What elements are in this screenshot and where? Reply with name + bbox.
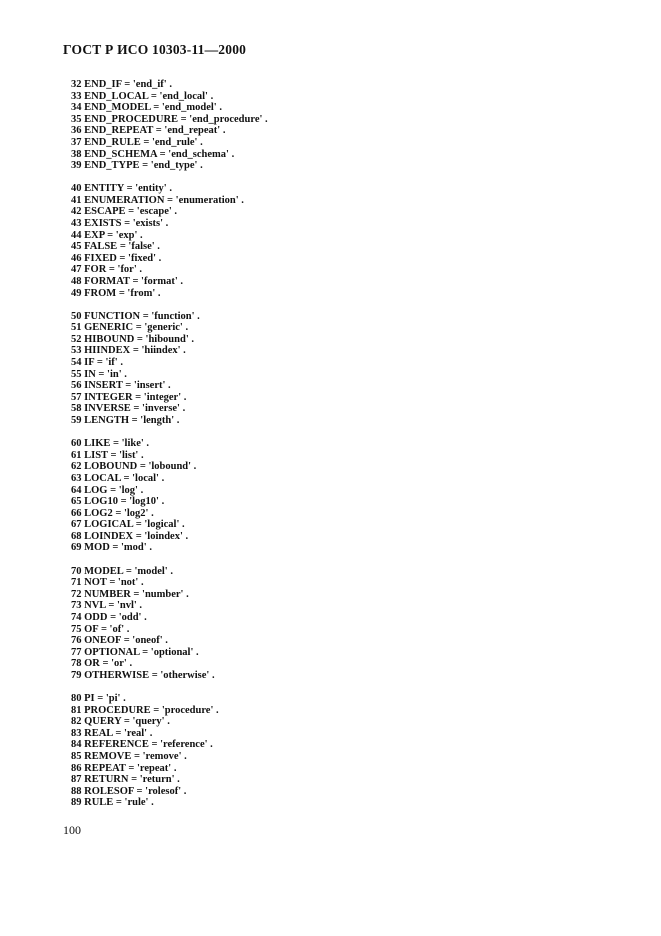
syntax-rule-line: 61 LIST = 'list' . [71, 449, 144, 461]
rule-group [71, 438, 268, 554]
syntax-rule-line: 69 MOD = 'mod' . [71, 542, 152, 554]
syntax-rule-line: 43 EXISTS = 'exists' . [71, 218, 169, 230]
syntax-rule-line: 64 LOG = 'log' . [71, 484, 144, 496]
syntax-rule-line: 32 END_IF = 'end_if' . [71, 79, 172, 90]
syntax-rule-line: 70 MODEL = 'model' . [71, 565, 173, 577]
syntax-rule-line: 67 LOGICAL = 'logical' . [71, 519, 185, 531]
syntax-rule-line: 86 REPEAT = 'repeat' . [71, 762, 177, 774]
rule-group [71, 311, 268, 427]
syntax-rule-line: 72 NUMBER = 'number' . [71, 588, 189, 600]
syntax-rule-line: 58 INVERSE = 'inverse' . [71, 403, 186, 415]
syntax-rule-line: 49 FROM = 'from' . [71, 287, 161, 299]
syntax-rule-line: 48 FORMAT = 'format' . [71, 276, 184, 287]
syntax-rule-line: 77 OPTIONAL = 'optional' . [71, 646, 199, 658]
rule-group [71, 183, 268, 299]
syntax-rule-line: 79 OTHERWISE = 'otherwise' . [71, 669, 215, 681]
syntax-rule-line: 89 RULE = 'rule' . [71, 797, 154, 809]
syntax-rule-line: 60 LIKE = 'like' . [71, 438, 150, 450]
syntax-rule-line: 36 END_REPEAT = 'end_repeat' . [71, 125, 226, 137]
syntax-rule-line: 83 REAL = 'real' . [71, 727, 153, 739]
syntax-rule-line: 42 ESCAPE = 'escape' . [71, 206, 178, 218]
syntax-rule-line: 53 HIINDEX = 'hiindex' . [71, 345, 186, 357]
syntax-rule-line: 40 ENTITY = 'entity' . [71, 183, 172, 195]
syntax-rule-line: 34 END_MODEL = 'end_model' . [71, 102, 222, 114]
syntax-rule-line: 45 FALSE = 'false' . [71, 241, 160, 253]
syntax-rule-line: 62 LOBOUND = 'lobound' . [71, 461, 197, 473]
syntax-rule-line: 75 OF = 'of' . [71, 623, 130, 635]
syntax-rule-list [71, 79, 268, 820]
syntax-rule-line: 63 LOCAL = 'local' . [71, 472, 165, 484]
syntax-rule-line: 54 IF = 'if' . [71, 357, 123, 369]
rule-group [71, 693, 268, 809]
syntax-rule-line: 81 PROCEDURE = 'procedure' . [71, 704, 219, 716]
syntax-rule-line: 59 LENGTH = 'length' . [71, 415, 180, 427]
syntax-rule-line: 50 FUNCTION = 'function' . [71, 310, 200, 322]
syntax-rule-line: 84 REFERENCE = 'reference' . [71, 739, 213, 751]
syntax-rule-line: 66 LOG2 = 'log2' . [71, 507, 154, 519]
syntax-rule-line: 33 END_LOCAL = 'end_local' . [71, 90, 214, 102]
syntax-rule-line: 78 OR = 'or' . [71, 658, 133, 670]
syntax-rule-line: 39 END_TYPE = 'end_type' . [71, 160, 203, 172]
syntax-rule-line: 57 INTEGER = 'integer' . [71, 391, 187, 403]
syntax-rule-line: 68 LOINDEX = 'loindex' . [71, 530, 189, 542]
syntax-rule-line: 73 NVL = 'nvl' . [71, 600, 143, 612]
syntax-rule-line: 51 GENERIC = 'generic' . [71, 322, 189, 334]
syntax-rule-line: 71 NOT = 'not' . [71, 577, 144, 589]
syntax-rule-line: 65 LOG10 = 'log10' . [71, 496, 165, 508]
syntax-rule-line: 82 QUERY = 'query' . [71, 716, 170, 728]
syntax-rule-line: 76 ONEOF = 'oneof' . [71, 635, 168, 647]
syntax-rule-line: 56 INSERT = 'insert' . [71, 380, 171, 392]
rule-group [71, 566, 268, 682]
syntax-rule-line: 52 HIBOUND = 'hibound' . [71, 333, 194, 345]
syntax-rule-line: 37 END_RULE = 'end_rule' . [71, 136, 203, 148]
syntax-rule-line: 47 FOR = 'for' . [71, 264, 143, 276]
syntax-rule-line: 44 EXP = 'exp' . [71, 229, 143, 241]
syntax-rule-line: 46 FIXED = 'fixed' . [71, 252, 162, 264]
rule-group [71, 79, 268, 172]
syntax-rule-line: 41 ENUMERATION = 'enumeration' . [71, 194, 244, 206]
syntax-rule-line: 35 END_PROCEDURE = 'end_procedure' . [71, 113, 268, 125]
syntax-rule-line: 55 IN = 'in' . [71, 368, 127, 380]
syntax-rule-line: 85 REMOVE = 'remove' . [71, 750, 187, 762]
syntax-rule-line: 38 END_SCHEMA = 'end_schema' . [71, 148, 235, 160]
syntax-rule-line: 87 RETURN = 'return' . [71, 774, 180, 786]
syntax-rule-line: 88 ROLESOF = 'rolesof' . [71, 785, 187, 797]
page-number: 100 [63, 823, 81, 837]
page-header-title: ГОСТ Р ИСО 10303-11—2000 [63, 42, 247, 57]
syntax-rule-line: 80 PI = 'pi' . [71, 693, 126, 704]
syntax-rule-line: 74 ODD = 'odd' . [71, 611, 147, 623]
